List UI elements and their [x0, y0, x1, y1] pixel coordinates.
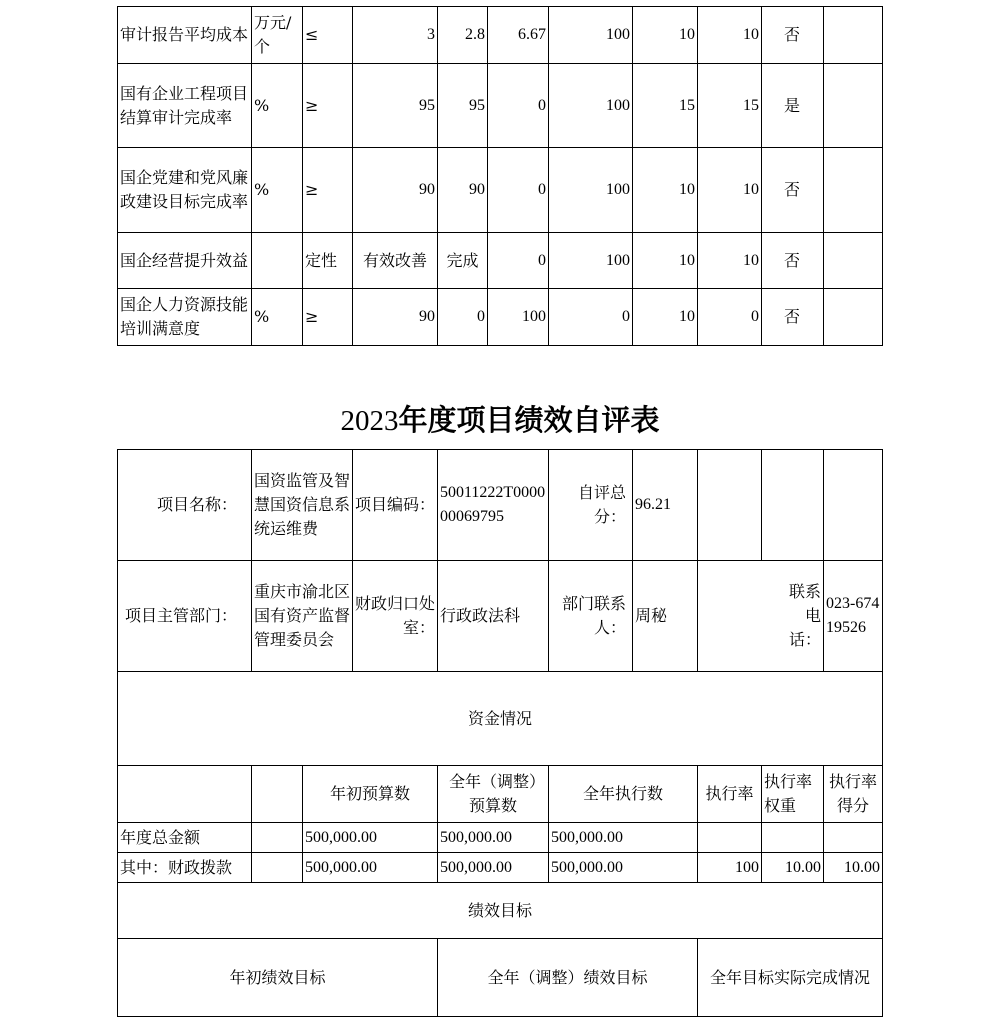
evaluation-table	[117, 449, 883, 1017]
empty-cell	[824, 450, 883, 561]
indicator-rate: 100	[549, 148, 633, 233]
table-row	[118, 289, 883, 346]
funds-row-label: 其中：财政拨款	[118, 853, 252, 883]
indicator-score: 15	[698, 64, 762, 148]
indicator-flag: 否	[762, 148, 824, 233]
indicator-rate: 0	[549, 289, 633, 346]
empty-cell	[252, 823, 303, 853]
indicator-rate: 100	[549, 233, 633, 289]
funds-score	[824, 823, 883, 853]
empty-cell	[762, 450, 824, 561]
title-year: 2023	[340, 405, 399, 437]
indicator-unit: %	[252, 148, 303, 233]
indicator-target: 90	[353, 148, 438, 233]
finance-label: 财政归口处室：	[353, 561, 438, 672]
empty-cell	[698, 450, 762, 561]
indicator-deviation: 0	[488, 148, 549, 233]
indicator-actual: 95	[438, 64, 488, 148]
indicator-target: 有效改善	[353, 233, 438, 289]
indicator-deviation: 100	[488, 289, 549, 346]
empty-cell	[252, 766, 303, 823]
indicator-flag: 否	[762, 289, 824, 346]
table-row	[118, 233, 883, 289]
indicator-weight: 10	[633, 289, 698, 346]
funds-row-label: 年度总金额	[118, 823, 252, 853]
indicator-flag: 否	[762, 7, 824, 64]
funds-score: 10.00	[824, 853, 883, 883]
funds-row	[118, 823, 883, 853]
funds-header: 执行率权重	[762, 766, 824, 823]
indicator-name: 国企经营提升效益	[118, 233, 252, 289]
funds-header: 年初预算数	[303, 766, 438, 823]
dept-label: 项目主管部门：	[118, 561, 252, 672]
indicator-note	[824, 7, 883, 64]
indicator-score: 10	[698, 233, 762, 289]
funds-header: 全年（调整）预算数	[438, 766, 549, 823]
empty-cell	[118, 766, 252, 823]
table-row	[118, 7, 883, 64]
empty-cell	[252, 853, 303, 883]
indicator-flag: 否	[762, 233, 824, 289]
funds-weight	[762, 823, 824, 853]
funds-section-row	[118, 672, 883, 766]
funds-row	[118, 853, 883, 883]
goals-section-title: 绩效目标	[118, 883, 883, 939]
indicator-target: 95	[353, 64, 438, 148]
indicator-op: ≥	[303, 64, 353, 148]
project-row	[118, 450, 883, 561]
project-code-label: 项目编码：	[353, 450, 438, 561]
goals-header: 全年（调整）绩效目标	[438, 939, 698, 1017]
funds-header: 全年执行数	[549, 766, 698, 823]
indicator-deviation: 0	[488, 233, 549, 289]
indicator-actual: 2.8	[438, 7, 488, 64]
indicator-weight: 10	[633, 7, 698, 64]
indicator-score: 0	[698, 289, 762, 346]
indicator-unit	[252, 233, 303, 289]
dept-value: 重庆市渝北区国有资产监督管理委员会	[252, 561, 353, 672]
indicator-op: ≥	[303, 148, 353, 233]
indicator-actual: 90	[438, 148, 488, 233]
indicator-actual: 完成	[438, 233, 488, 289]
project-code-value: 50011222T000000069795	[438, 450, 549, 561]
funds-rate: 100	[698, 853, 762, 883]
total-score-label: 自评总分：	[549, 450, 633, 561]
funds-rate	[698, 823, 762, 853]
project-name-label: 项目名称：	[118, 450, 252, 561]
funds-initial: 500,000.00	[303, 853, 438, 883]
goals-section-row	[118, 883, 883, 939]
table-row	[118, 64, 883, 148]
indicator-unit: 万元/个	[252, 7, 303, 64]
indicator-deviation: 6.67	[488, 7, 549, 64]
funds-initial: 500,000.00	[303, 823, 438, 853]
indicator-score: 10	[698, 148, 762, 233]
phone-value: 023-67419526	[824, 561, 883, 672]
project-name-value: 国资监管及智慧国资信息系统运维费	[252, 450, 353, 561]
indicator-op: ≥	[303, 289, 353, 346]
indicator-note	[824, 64, 883, 148]
indicator-note	[824, 233, 883, 289]
phone-label: 联系电话：	[698, 561, 824, 672]
indicator-deviation: 0	[488, 64, 549, 148]
indicator-rate: 100	[549, 7, 633, 64]
finance-value: 行政政法科	[438, 561, 549, 672]
indicator-rate: 100	[549, 64, 633, 148]
indicator-name: 国企人力资源技能培训满意度	[118, 289, 252, 346]
total-score-value: 96.21	[633, 450, 698, 561]
funds-adjusted: 500,000.00	[438, 853, 549, 883]
indicator-target: 90	[353, 289, 438, 346]
indicator-weight: 10	[633, 148, 698, 233]
indicator-name: 审计报告平均成本	[118, 7, 252, 64]
indicator-op: ≤	[303, 7, 353, 64]
indicator-flag: 是	[762, 64, 824, 148]
contact-value: 周秘	[633, 561, 698, 672]
indicator-target: 3	[353, 7, 438, 64]
goals-header: 年初绩效目标	[118, 939, 438, 1017]
indicator-unit: %	[252, 64, 303, 148]
dept-row	[118, 561, 883, 672]
indicator-op: 定性	[303, 233, 353, 289]
page-title	[0, 398, 1000, 439]
indicator-weight: 15	[633, 64, 698, 148]
goals-header: 全年目标实际完成情况	[698, 939, 883, 1017]
funds-weight: 10.00	[762, 853, 824, 883]
funds-header-row	[118, 766, 883, 823]
table-row	[118, 148, 883, 233]
goals-header-row	[118, 939, 883, 1017]
indicator-name: 国有企业工程项目结算审计完成率	[118, 64, 252, 148]
funds-executed: 500,000.00	[549, 823, 698, 853]
contact-label: 部门联系人：	[549, 561, 633, 672]
indicator-score: 10	[698, 7, 762, 64]
indicator-note	[824, 148, 883, 233]
funds-adjusted: 500,000.00	[438, 823, 549, 853]
indicator-unit: %	[252, 289, 303, 346]
title-text: 年度项目绩效自评表	[398, 403, 660, 437]
indicator-actual: 0	[438, 289, 488, 346]
funds-header: 执行率得分	[824, 766, 883, 823]
funds-section-title: 资金情况	[118, 672, 883, 766]
funds-executed: 500,000.00	[549, 853, 698, 883]
indicator-weight: 10	[633, 233, 698, 289]
indicator-note	[824, 289, 883, 346]
indicator-table	[117, 6, 883, 346]
indicator-name: 国企党建和党风廉政建设目标完成率	[118, 148, 252, 233]
funds-header: 执行率	[698, 766, 762, 823]
